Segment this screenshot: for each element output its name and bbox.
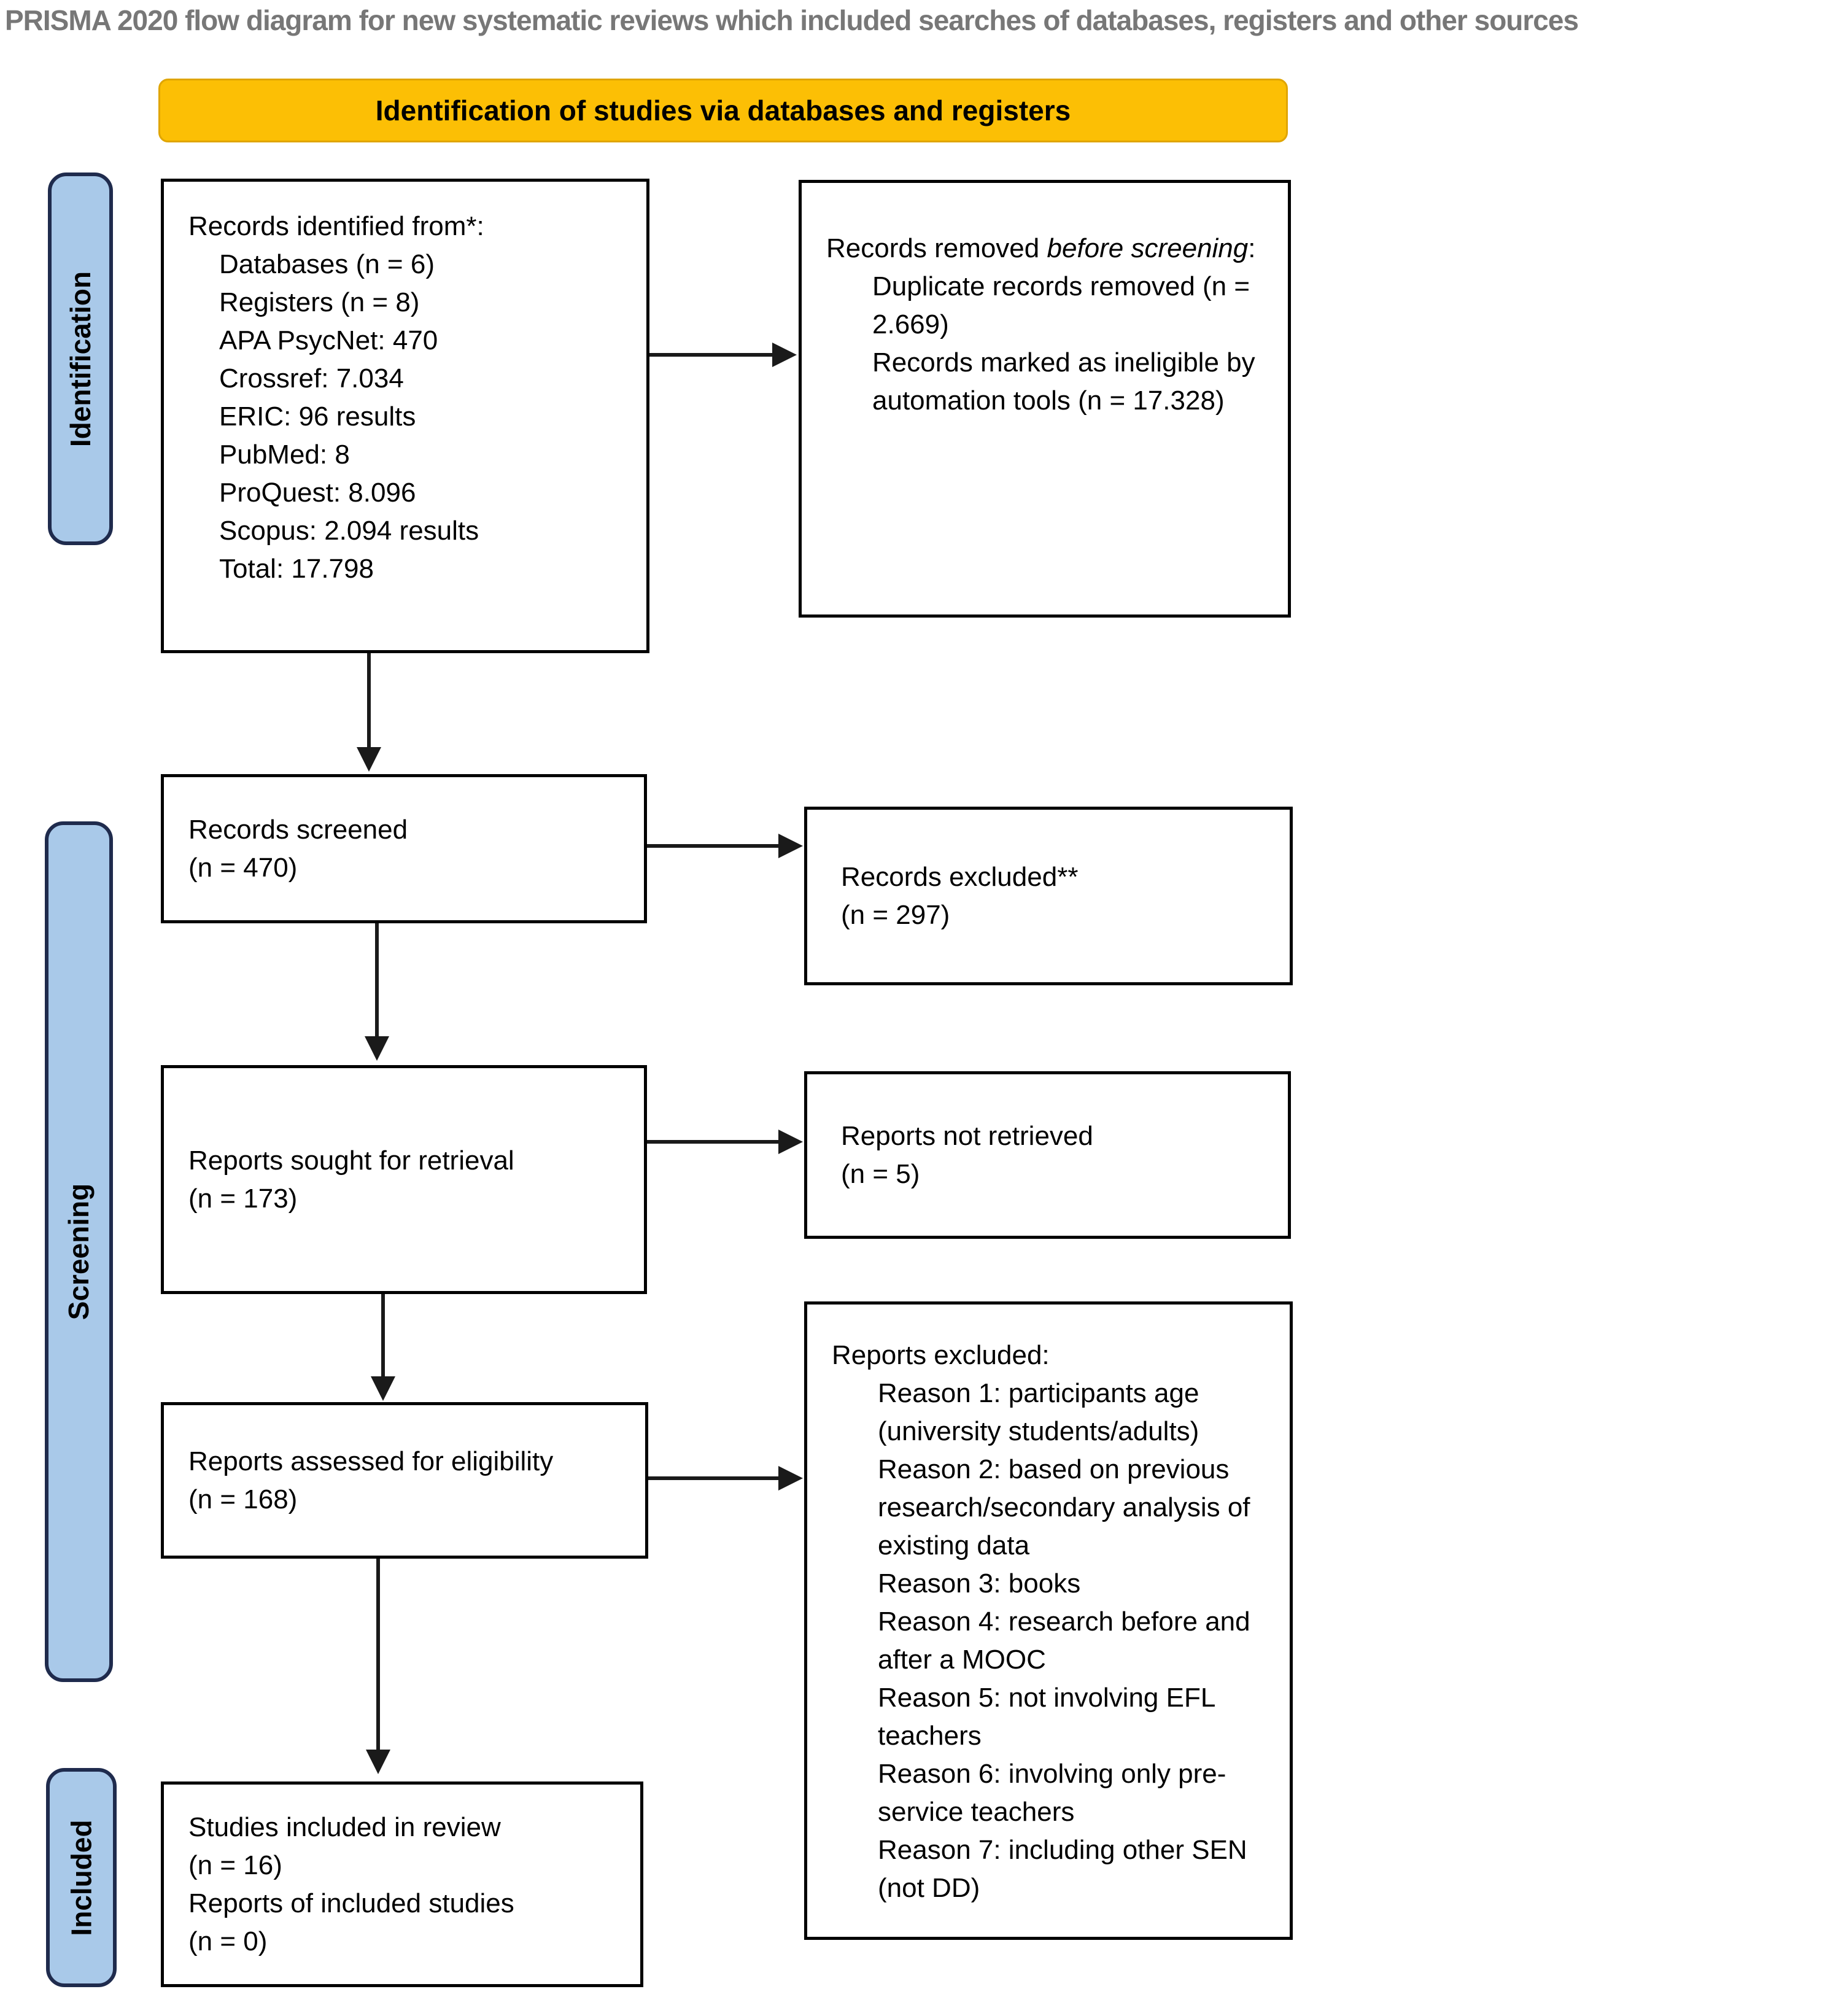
box-records-screened: [161, 774, 647, 923]
text-line: (n = 0): [188, 1926, 268, 1956]
box-records-excluded: [804, 807, 1293, 985]
text-line: (n = 5): [841, 1158, 920, 1189]
text-line: Scopus: 2.094 results: [219, 516, 479, 546]
stage-label-screening: [45, 821, 113, 1682]
text-line: Reason 6: involving only pre-service teachers: [878, 1759, 1226, 1827]
banner-identification-of-studies: [158, 79, 1288, 142]
text-line: PubMed: 8: [219, 440, 350, 470]
text-line: Reason 7: including other SEN (not DD): [878, 1835, 1247, 1903]
text-line: (n = 173): [188, 1183, 298, 1214]
text-line: (n = 16): [188, 1850, 282, 1880]
stage-label-included: [46, 1768, 117, 1987]
box-studies-included: [161, 1781, 643, 1987]
text-line: Duplicate records removed (n = 2.669): [872, 271, 1250, 339]
box-line-list: [841, 858, 1290, 934]
text-line: Reports sought for retrieval: [188, 1145, 514, 1176]
box-title: Records identified from*:: [188, 211, 484, 241]
arrow-screened-to-sought: [375, 923, 379, 1036]
page-title: PRISMA 2020 flow diagram for new systematic reviews which included searches of databases, registers and other sources: [5, 4, 1579, 36]
box-reports-excluded-reasons: [804, 1301, 1293, 1940]
text-line: Records marked as ineligible by automation tools (n = 17.328): [872, 347, 1255, 416]
title-suffix: :: [1248, 233, 1256, 263]
box-reports-sought: [161, 1065, 647, 1294]
box-line-list: [188, 1809, 640, 1961]
text-line: Registers (n = 8): [219, 287, 420, 317]
text-line: Reports not retrieved: [841, 1120, 1093, 1151]
text-line: (n = 297): [841, 899, 950, 930]
stage-label-identification: [48, 173, 113, 545]
text-line: Reason 5: not involving EFL teachers: [878, 1683, 1215, 1751]
banner-label: Identification of studies via databases and registers: [375, 95, 1071, 126]
box-title: Reports excluded:: [832, 1340, 1050, 1370]
text-line: Reports of included studies: [188, 1888, 514, 1918]
text-line: Databases (n = 6): [219, 249, 435, 279]
text-line: Crossref: 7.034: [219, 363, 404, 394]
text-line: ERIC: 96 results: [219, 401, 416, 432]
arrow-assessed-to-reports-excluded: [648, 1476, 778, 1480]
text-line: Studies included in review: [188, 1812, 501, 1842]
arrow-screened-to-excluded: [647, 844, 778, 848]
box-reports-assessed: [161, 1402, 648, 1559]
text-line: APA PsycNet: 470: [219, 325, 438, 355]
box-item-list: [832, 1374, 1273, 1907]
text-line: Reason 4: research before and after a MOOC: [878, 1607, 1250, 1675]
stage-text: Identification: [64, 271, 97, 447]
box-line-list: [841, 1117, 1288, 1193]
text-line: Records screened: [188, 814, 408, 845]
arrow-sought-to-not-retrieved: [647, 1140, 778, 1144]
text-line: Reports assessed for eligibility: [188, 1446, 554, 1476]
title-italic: before screening: [1047, 233, 1249, 263]
arrow-identified-to-screened: [367, 653, 371, 747]
box-line-list: [188, 1443, 645, 1519]
text-line: Total: 17.798: [219, 554, 374, 584]
box-item-list: [826, 268, 1269, 420]
text-line: (n = 470): [188, 852, 298, 883]
box-records-removed: [799, 180, 1291, 618]
text-line: Reason 3: books: [878, 1568, 1081, 1599]
arrow-sought-to-assessed: [381, 1294, 385, 1376]
arrow-identified-to-removed: [649, 353, 772, 357]
box-title: [826, 230, 1269, 268]
text-line: Records excluded**: [841, 861, 1079, 892]
text-line: Reason 2: based on previous research/secondary analysis of existing data: [878, 1454, 1250, 1560]
stage-text: Included: [65, 1819, 98, 1936]
box-records-identified: [161, 179, 649, 653]
box-item-list: [188, 246, 628, 588]
stage-text: Screening: [63, 1183, 95, 1320]
text-line: ProQuest: 8.096: [219, 478, 416, 508]
title-prefix: Records removed: [826, 233, 1047, 263]
text-line: Reason 1: participants age (university students/adults): [878, 1378, 1199, 1446]
box-line-list: [188, 811, 644, 887]
box-line-list: [188, 1142, 644, 1218]
box-reports-not-retrieved: [804, 1071, 1291, 1239]
text-line: (n = 168): [188, 1484, 298, 1514]
arrow-assessed-to-included: [376, 1559, 380, 1750]
